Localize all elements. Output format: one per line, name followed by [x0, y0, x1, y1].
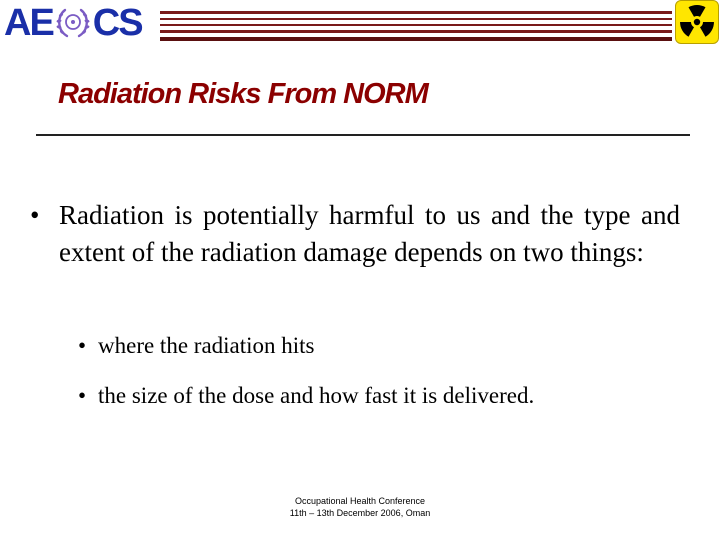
logo-text-left: AE — [4, 2, 53, 44]
sub-bullet-marker: • — [78, 383, 87, 408]
main-bullet-text: Radiation is potentially harmful to us and the type and extent of the radiation damage depends on two things: — [59, 200, 680, 267]
header-bar — [160, 11, 672, 41]
sub-bullet-text: the size of the dose and how fast it is delivered. — [98, 383, 535, 408]
footer-conference: Occupational Health Conference — [294, 496, 426, 506]
title-divider — [36, 134, 690, 136]
logo-text-right: CS — [92, 2, 142, 44]
sub-bullet — [78, 332, 315, 360]
footer-dates: 11th – 13th December 2006, Oman — [289, 508, 431, 518]
wreath-emblem-icon — [53, 4, 93, 42]
sub-bullet-text: where the radiation hits — [98, 333, 315, 358]
slide-title: Radiation Risks From NORM — [58, 78, 428, 110]
bullet-marker: • — [30, 200, 40, 230]
radiation-hazard-icon — [675, 0, 719, 44]
footer — [260, 495, 460, 519]
main-bullet — [30, 197, 680, 271]
sub-bullet-marker: • — [78, 333, 87, 358]
sub-bullet — [78, 382, 534, 410]
aecs-logo — [4, 4, 158, 42]
